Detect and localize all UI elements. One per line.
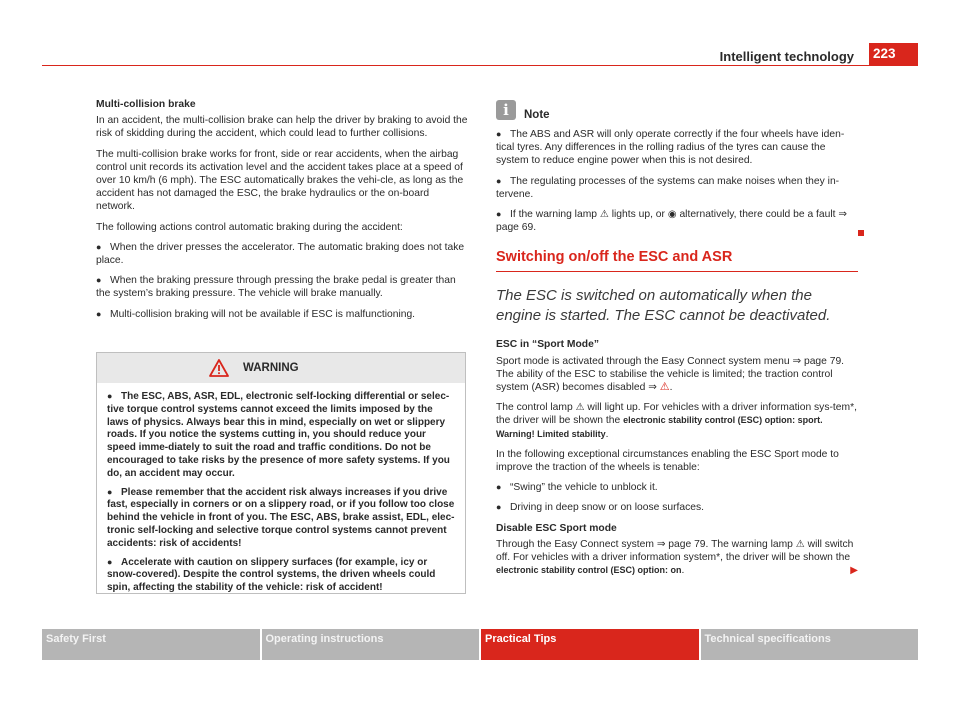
bullet-icon: ●	[496, 209, 502, 220]
right-column	[496, 100, 858, 584]
page-69-link[interactable]: ⇒ page 69.	[496, 209, 848, 234]
display-message: electronic stability control (ESC) option: sport. Warning! Limited stability	[496, 415, 823, 439]
note-title: Note	[524, 109, 550, 121]
note-item: ● If the warning lamp ⚠ lights up, or ◉ alternatively, there could be a fault ⇒ page 69.	[496, 208, 858, 234]
warning-triangle-icon: ⚠	[659, 381, 670, 394]
warning-body	[97, 383, 465, 595]
tab-safety-first[interactable]: Safety First	[42, 629, 260, 660]
sport-paragraph-3: In the following exceptional circumstances enabling the ESC Sport mode to improve the traction of the wheels is tenable:	[496, 448, 839, 474]
warning-triangle-icon	[209, 359, 229, 377]
bullet-icon: ●	[496, 175, 502, 186]
section-title: Switching on/off the ESC and ASR	[496, 248, 858, 272]
warning-title: WARNING	[243, 362, 299, 374]
section-intro: The ESC is switched on automatically when the engine is started. The ESC cannot be deactivated.	[496, 287, 831, 325]
sport-paragraph-2: The control lamp ⚠ will light up. For vehicles with a driver information sys-tem*, the driver will be shown the electronic stability control (ESC) option: sport. Warning! Limited stability.	[496, 402, 857, 440]
disable-sport-heading: Disable ESC Sport mode	[496, 522, 617, 534]
left-paragraph-2: The multi-collision brake works for front, side or rear accidents, when the airbag control unit records its activation level and the accident takes place at a speed of over 10 km/h (6 mph). The ESC automatically brakes the vehi-cle, as long as the accident has not damaged the ESC, the brake hydraulics or the on-board network.	[96, 148, 464, 213]
bullet-icon: ●	[107, 556, 113, 567]
warning-item: ● Please remember that the accident risk always increases if you drive fast, especially in corners or on a slippery road, or if you follow too close behind the vehicle in front of you. The ESC, ABS, brake assist, EDL, elec-tronic self-locking and selective torque control systems cannot prevent accidents: risk of accidents!	[107, 486, 455, 549]
list-item: ● “Swing” the vehicle to unblock it.	[496, 482, 658, 494]
bullet-icon: ●	[107, 486, 113, 497]
list-item: ● Multi-collision braking will not be available if ESC is malfunctioning.	[96, 308, 416, 320]
left-paragraph-3: The following actions control automatic braking during the accident:	[96, 221, 403, 233]
esc-lamp-icon: ⚠	[599, 209, 609, 221]
bullet-icon: ●	[96, 241, 102, 252]
header-title: Intelligent technology	[719, 49, 854, 64]
warning-item: ● Accelerate with caution on slippery surfaces (for example, icy or snow-covered). Despite the control systems, the driven wheels could spin, affecting the stability of the vehicle: risk of accident!	[107, 556, 436, 594]
sport-paragraph-1: Sport mode is activated through the Easy Connect system menu ⇒ page 79. The ability of the ESC to stabilise the vehicle is limited; the traction control system (ASR) becomes disabled ⇒ ⚠.	[496, 355, 845, 394]
bullet-icon: ●	[107, 391, 113, 401]
warning-item: ● The ESC, ABS, ASR, EDL, electronic self-locking differential or selec-tive torque control systems cannot exceed the limits imposed by the laws of physics. Always bear this in mind, especially on wet or slippery roads. If you notice the systems cutting in, you should reduce your speed imme-diately to suit the road and traffic conditions. Do not be encouraged to take risks by the presence of more safety systems. If you do, an accident may occur.	[107, 391, 450, 479]
bullet-icon: ●	[496, 502, 502, 513]
list-item: ● Driving in deep snow or on loose surfaces.	[496, 502, 705, 514]
list-item: ● When the driver presses the accelerator. The automatic braking does not take place.	[96, 241, 465, 267]
sport-mode-heading: ESC in “Sport Mode”	[496, 339, 599, 351]
esc-lamp-icon: ⚠	[575, 402, 585, 414]
warning-header	[97, 353, 465, 383]
warning-box	[96, 352, 466, 594]
note-item: ● The ABS and ASR will only operate correctly if the four wheels have iden-tical tyres. Any differences in the rolling radius of the tyres can cause the system to reduce engine power when this is not desired.	[496, 129, 845, 167]
abs-lamp-icon: ◉	[667, 209, 677, 221]
display-message: electronic stability control (ESC) option: on	[496, 565, 682, 576]
tab-operating-instructions[interactable]: Operating instructions	[262, 629, 480, 660]
note-item: ● The regulating processes of the systems can make noises when they in-tervene.	[496, 175, 840, 200]
list-item: ● When the braking pressure through pressing the brake pedal is greater than the system’s braking pressure. The vehicle will brake manually.	[96, 275, 456, 300]
tab-technical-specifications[interactable]: Technical specifications	[701, 629, 919, 660]
tab-practical-tips[interactable]: Practical Tips	[481, 629, 699, 660]
left-column	[96, 98, 468, 328]
bullet-icon: ●	[496, 482, 502, 493]
left-paragraph-1: In an accident, the multi-collision brake can help the driver by braking to avoid the risk of skidding during the accident, which could lead to further collisions.	[96, 115, 468, 140]
bullet-icon: ●	[96, 308, 102, 319]
page-number: 223	[869, 43, 918, 65]
esc-lamp-icon: ⚠	[795, 538, 805, 550]
section-end-marker	[858, 230, 864, 236]
info-icon: i	[496, 100, 516, 120]
page-header	[0, 0, 960, 70]
note-header	[496, 100, 858, 124]
bullet-icon: ●	[496, 129, 502, 139]
multi-collision-heading: Multi-collision brake	[96, 99, 196, 110]
footer-nav	[42, 629, 918, 660]
disable-paragraph: Through the Easy Connect system ⇒ page 79. The warning lamp ⚠ will switch off. For vehicles with a driver information system*, the driver will be shown the electronic stability control (ESC) option: on. ▶	[496, 538, 858, 577]
bullet-icon: ●	[96, 275, 102, 286]
header-rule	[42, 65, 918, 66]
continue-arrow-icon: ▶	[850, 565, 858, 577]
